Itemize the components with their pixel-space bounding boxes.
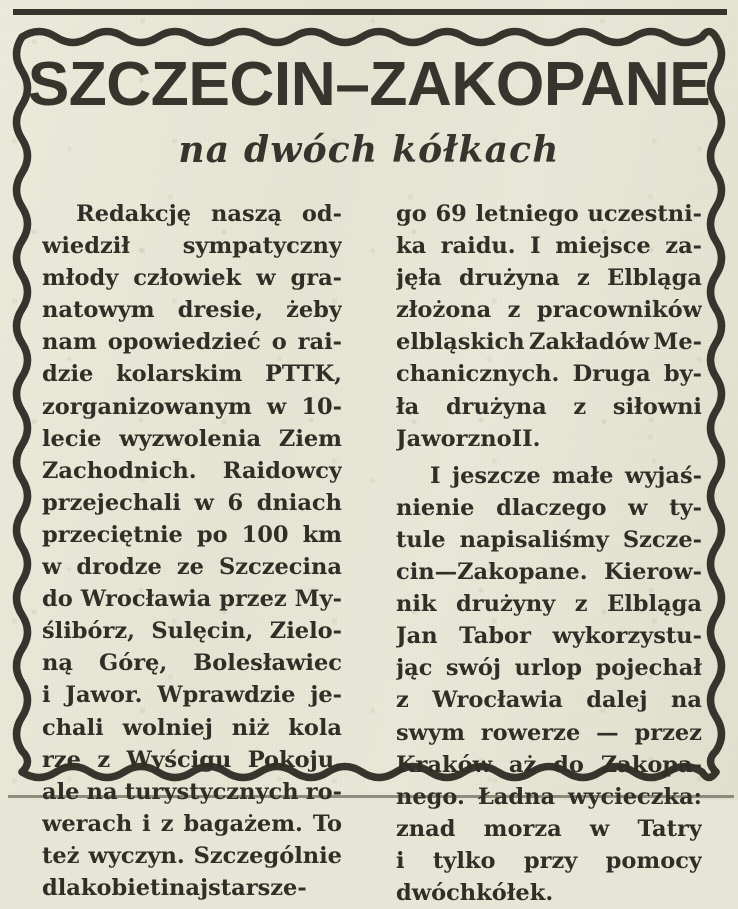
body-column-left [42,198,342,904]
text-line [396,524,702,556]
word: cin—Zakopane. [396,559,588,586]
word: ślibórz, [42,618,135,645]
text-line [396,230,702,262]
text-line [42,230,342,262]
word: Tatry [637,815,702,842]
paragraph [396,460,702,909]
word: kola [288,714,342,741]
word: turystycznych [124,778,299,805]
word: drużyna [445,393,547,420]
text-line [42,455,342,487]
text-line [396,556,702,588]
word: ze [176,554,204,581]
word: przez [634,719,702,746]
text-line [42,262,342,294]
word: Szczecina [218,554,342,581]
word: na [86,778,118,805]
word: nienie [396,494,475,521]
word: Jan [396,623,438,650]
word: My- [294,586,342,613]
word: Bolesławiec [193,650,342,677]
word: To [312,810,342,837]
word: dzie [42,361,94,388]
word: lecie [42,425,102,452]
word: drodze [76,554,162,581]
word: przejechali [42,489,181,516]
word: Jawor. [65,682,143,709]
word: Kraków [396,751,492,778]
word: 69 [435,201,467,227]
word: wykorzystu- [552,623,702,650]
word: w [628,494,648,521]
word: naszą [211,201,282,227]
word: 100 [241,521,289,548]
word: 10- [301,393,342,420]
word: PTTK, [264,361,342,388]
word: z [97,746,111,773]
word: Raidowcy [222,457,342,484]
text-line [42,647,342,679]
word: je- [310,682,342,709]
word: Szcze- [622,526,702,553]
word: elbląskich [396,329,525,356]
word: żeby [286,297,342,324]
word: z [160,810,174,837]
text-line [42,519,342,551]
word: Redakcję [76,201,192,227]
word: ną [42,650,73,677]
word: morza [483,815,562,842]
word: tule [396,526,446,553]
text-line [396,877,702,909]
text-line [42,198,342,230]
word: natowym [42,297,155,324]
word: ro- [305,778,342,805]
word: wolniej [122,714,213,741]
word: ła [396,393,420,420]
text-line [42,358,342,390]
word: tylko [432,847,496,874]
word: ka [396,233,427,260]
word: Wyścigu [126,746,232,773]
text-line [42,744,342,776]
text-line [396,391,702,423]
word: dla [42,874,81,901]
word: od- [301,201,342,227]
word: człowiek [133,265,242,292]
text-line [396,717,702,749]
text-line [42,872,342,904]
text-line [396,749,702,781]
word: rze [42,746,81,773]
word: sympatyczny [182,233,342,260]
word: kolarskim [116,361,243,388]
paragraph [396,198,702,455]
word: Elbląga [607,265,702,292]
word: nik [396,591,437,618]
text-line [42,583,342,615]
word: i [396,847,405,874]
word: Kierow- [604,559,702,586]
text-line [396,813,702,845]
word: letniego [475,201,579,227]
word: w [266,393,287,420]
word: miejsce [555,233,651,260]
word: też [42,842,80,869]
word: przez [219,586,287,613]
text-line [42,679,342,711]
word: wycieczka: [568,783,702,810]
word: napisaliśmy [459,526,609,553]
word: nam [42,329,97,356]
word: wyczyn. [88,842,185,869]
word: Elbląga [607,591,702,618]
word: go [396,201,427,227]
word: w [589,815,610,842]
word: siłowni [612,393,702,420]
word: złożona [396,297,492,324]
word: Tabor [459,623,531,650]
word: Wrocławia [432,687,563,714]
text-line [42,391,342,423]
text-line [42,808,342,840]
word: młody [42,265,119,292]
word: z [573,393,587,420]
word: chali [42,714,104,741]
word: z [396,687,409,714]
word: dniach [256,489,342,516]
word: by- [663,361,702,388]
word: w [194,489,214,516]
word: ty- [669,494,702,521]
paragraph [42,198,342,904]
word: pracowników [536,297,702,324]
word: i [142,810,151,837]
word: Me- [653,329,702,356]
word: najstarsze- [169,874,307,901]
text-line [42,840,342,872]
text-line [42,487,342,519]
word: znad [396,815,456,842]
article-headline: SZCZECIN–ZAKOPANE [27,50,711,119]
word: drużyny [456,591,556,618]
text-line [396,845,702,877]
word: aż [508,751,537,778]
word: kobiet [80,874,161,901]
word: raidu. [440,233,516,260]
text-line [42,776,342,808]
text-line [396,262,702,294]
word: Ziem [278,425,342,452]
text-line [42,551,342,583]
word: niż [231,714,270,741]
word: I [530,233,541,260]
word: bagażem. [183,810,303,837]
word: Wrocławia [80,586,212,613]
word: zorganizowanym [42,393,252,420]
word: jęła [396,265,442,292]
word: wiedził [42,233,130,260]
word: werach [42,810,133,837]
word: km [302,521,342,548]
word: z [574,591,588,618]
text-line [42,294,342,326]
text-line [42,326,342,358]
word: 6 [227,489,244,516]
word: dalej [586,687,648,714]
word: Zakładów [529,329,649,356]
word: przeciętnie [42,521,183,548]
word: Sulęcin, [151,618,254,645]
word: swój [445,655,502,682]
word: uczestni- [587,201,702,227]
word: dlaczego [496,494,607,521]
word: dresie, [177,297,263,324]
word: w [42,554,62,581]
word: za- [665,233,702,260]
word: z [507,297,521,324]
word: gra- [290,265,342,292]
word: po [196,521,228,548]
word: — [596,719,619,746]
word: rowerze [480,719,581,746]
word: Wprawdzie [157,682,296,709]
word: chanicznych. [396,361,560,388]
word: Zachodnich. [42,457,197,484]
word: I [430,462,441,489]
word: wyjaś- [624,462,702,489]
word: i [42,682,51,709]
word: do [42,586,73,613]
word: Zielo- [269,618,342,645]
text-line [396,198,702,230]
text-line [42,712,342,744]
word: wyzwolenia [119,425,262,452]
text-line [396,358,702,390]
word: do [553,751,584,778]
text-line [42,423,342,455]
article-subheadline: na dwóch kółkach [178,129,560,171]
text-line [396,326,702,358]
word: i [160,874,170,901]
text-line [396,588,702,620]
word: Zakopa- [600,751,702,778]
word: w [256,265,276,292]
text-line [396,423,702,455]
word: rai- [297,329,342,356]
word: Górę, [98,650,168,677]
text-line [396,652,702,684]
word: jąc [396,655,433,682]
word: urlop [514,655,583,682]
word: Szczególnie [193,842,342,869]
text-line [396,492,702,524]
text-line [396,684,702,716]
word: opowiedzieć [107,329,261,356]
word: o [271,329,287,356]
text-line [396,294,702,326]
text-line [396,620,702,652]
word: swym [396,719,465,746]
word: kółek. [476,879,554,906]
body-column-right [396,198,702,909]
word: drużyna [459,265,560,292]
word: nego. [396,783,465,810]
word: ale [42,778,80,805]
text-line [396,460,702,492]
text-line [42,615,342,647]
text-line [396,781,702,813]
word: pojechał [595,655,702,682]
word: jeszcze [451,462,541,489]
word: na [671,687,702,714]
word: Ładna [477,783,556,810]
word: przy [523,847,578,874]
word: dwóch [396,879,477,906]
word: II. [511,425,541,452]
word: małe [552,462,614,489]
word: Druga [572,361,651,388]
word: pomocy [605,847,702,874]
word: Pokoju, [247,746,342,773]
word: z [577,265,590,292]
word: Jaworzno [396,425,512,452]
